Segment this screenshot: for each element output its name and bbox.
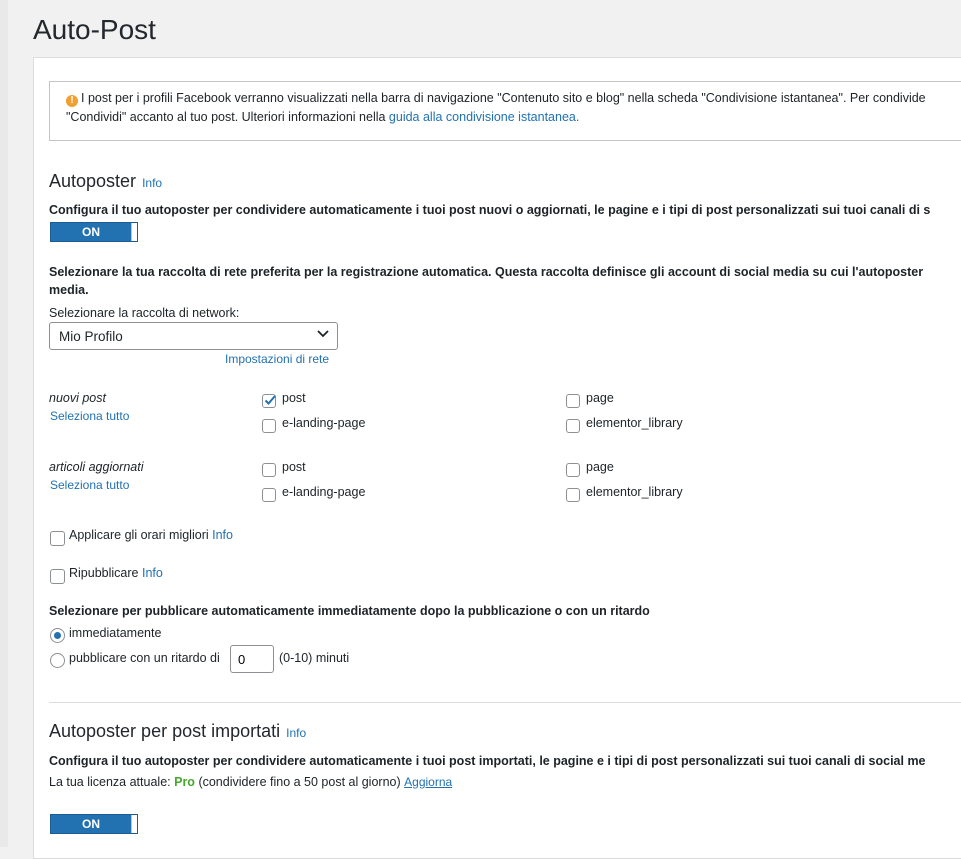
imported-autoposter-toggle[interactable]: [50, 814, 138, 834]
network-collection-select[interactable]: [49, 322, 338, 350]
updated-landing-page-checkbox[interactable]: [262, 488, 276, 502]
radio-dot: [54, 632, 61, 639]
updated-posts-label: articoli aggiornati: [49, 460, 144, 474]
imported-description: Configura il tuo autoposter per condividere automaticamente i tuoi post importati, le pagine e i tipi di post personalizzati sui tuoi canali di social me: [49, 754, 926, 768]
imported-autoposter-title: [49, 721, 306, 742]
autoposter-toggle[interactable]: [50, 222, 138, 242]
license-line: [49, 775, 452, 789]
network-select-value: Mio Profilo: [59, 329, 123, 344]
settings-panel: [33, 57, 961, 859]
republish-text: Ripubblicare: [69, 566, 139, 580]
updated-page-checkbox[interactable]: [566, 463, 580, 477]
notice-text: [66, 89, 926, 127]
license-level-badge: Pro: [174, 775, 195, 789]
autoposter-title-text: Autoposter: [49, 171, 137, 191]
timing-description: Selezionare per pubblicare automaticamente immediatamente dopo la pubblicazione o con un ritardo: [49, 604, 650, 618]
new-elementor-library-label: elementor_library: [586, 416, 683, 430]
toggle-knob: [131, 223, 137, 241]
updated-page-label: page: [586, 460, 614, 474]
upgrade-link[interactable]: Aggiorna: [404, 775, 453, 789]
new-page-label: page: [586, 391, 614, 405]
new-posts-label: nuovi post: [49, 391, 106, 405]
new-posts-select-all[interactable]: Seleziona tutto: [50, 409, 130, 423]
info-notice: [49, 81, 961, 141]
republish-checkbox[interactable]: [50, 569, 65, 584]
instant-share-guide-link[interactable]: guida alla condivisione istantanea.: [388, 110, 580, 124]
new-landing-page-label: e-landing-page: [282, 416, 366, 430]
network-settings-link[interactable]: Impostazioni di rete: [225, 352, 330, 366]
updated-elementor-library-checkbox[interactable]: [566, 488, 580, 502]
new-elementor-library-checkbox[interactable]: [566, 419, 580, 433]
republish-label: [69, 566, 163, 580]
best-times-text: Applicare gli orari migliori: [69, 528, 209, 542]
checkmark-icon: [263, 393, 277, 407]
delay-unit-label: (0-10) minuti: [279, 651, 350, 665]
imported-toggle-label: ON: [82, 817, 100, 831]
network-description-line2: media.: [49, 283, 89, 297]
delay-minutes-input[interactable]: [230, 645, 274, 673]
warning-icon: !: [66, 95, 78, 107]
immediate-label: immediatamente: [69, 626, 162, 640]
new-post-label: post: [282, 391, 306, 405]
toggle-label: ON: [82, 225, 100, 239]
best-times-checkbox[interactable]: [50, 531, 65, 546]
page-title: Auto-Post: [33, 14, 156, 45]
section-divider: [49, 702, 961, 703]
updated-post-checkbox[interactable]: [262, 463, 276, 477]
updated-posts-select-all[interactable]: Seleziona tutto: [50, 478, 130, 492]
left-gutter: [0, 0, 8, 847]
imported-title-text: Autoposter per post importati: [49, 721, 281, 741]
notice-line-1: I post per i profili Facebook verranno visualizzati nella barra di navigazione "Contenuto sito e blog" nella scheda "Condivisione istantanea". Per condivide: [81, 91, 926, 105]
new-landing-page-checkbox[interactable]: [262, 419, 276, 433]
updated-elementor-library-label: elementor_library: [586, 485, 683, 499]
best-times-info-link[interactable]: Info: [212, 528, 233, 542]
new-page-checkbox[interactable]: [566, 394, 580, 408]
updated-landing-page-label: e-landing-page: [282, 485, 366, 499]
network-select-label: Selezionare la raccolta di network:: [49, 306, 240, 320]
license-prefix: La tua licenza attuale:: [49, 775, 171, 789]
republish-info-link[interactable]: Info: [141, 566, 163, 580]
notice-line-2: "Condividi" accanto al tuo post. Ulteriori informazioni nella: [66, 110, 389, 124]
immediate-radio[interactable]: [50, 628, 65, 643]
imported-info-link[interactable]: Info: [286, 726, 307, 740]
delay-radio[interactable]: [50, 653, 65, 668]
autoposter-title: [49, 171, 162, 192]
chevron-down-icon: [317, 327, 329, 339]
autoposter-description: Configura il tuo autoposter per condividere automaticamente i tuoi post nuovi o aggiornati, le pagine e i tipi di post personalizzati sui tuoi canali di s: [49, 203, 931, 217]
delay-label: pubblicare con un ritardo di: [69, 651, 220, 665]
new-post-checkbox[interactable]: [262, 394, 276, 408]
best-times-label: [69, 528, 233, 542]
network-description-line1: Selezionare la tua raccolta di rete preferita per la registrazione automatica. Questa raccolta definisce gli account di social media su cui l'autoposter: [49, 265, 924, 279]
updated-post-label: post: [282, 460, 306, 474]
license-suffix: (condividere fino a 50 post al giorno): [198, 775, 401, 789]
autoposter-info-link[interactable]: Info: [142, 176, 163, 190]
imported-toggle-knob: [131, 815, 137, 833]
